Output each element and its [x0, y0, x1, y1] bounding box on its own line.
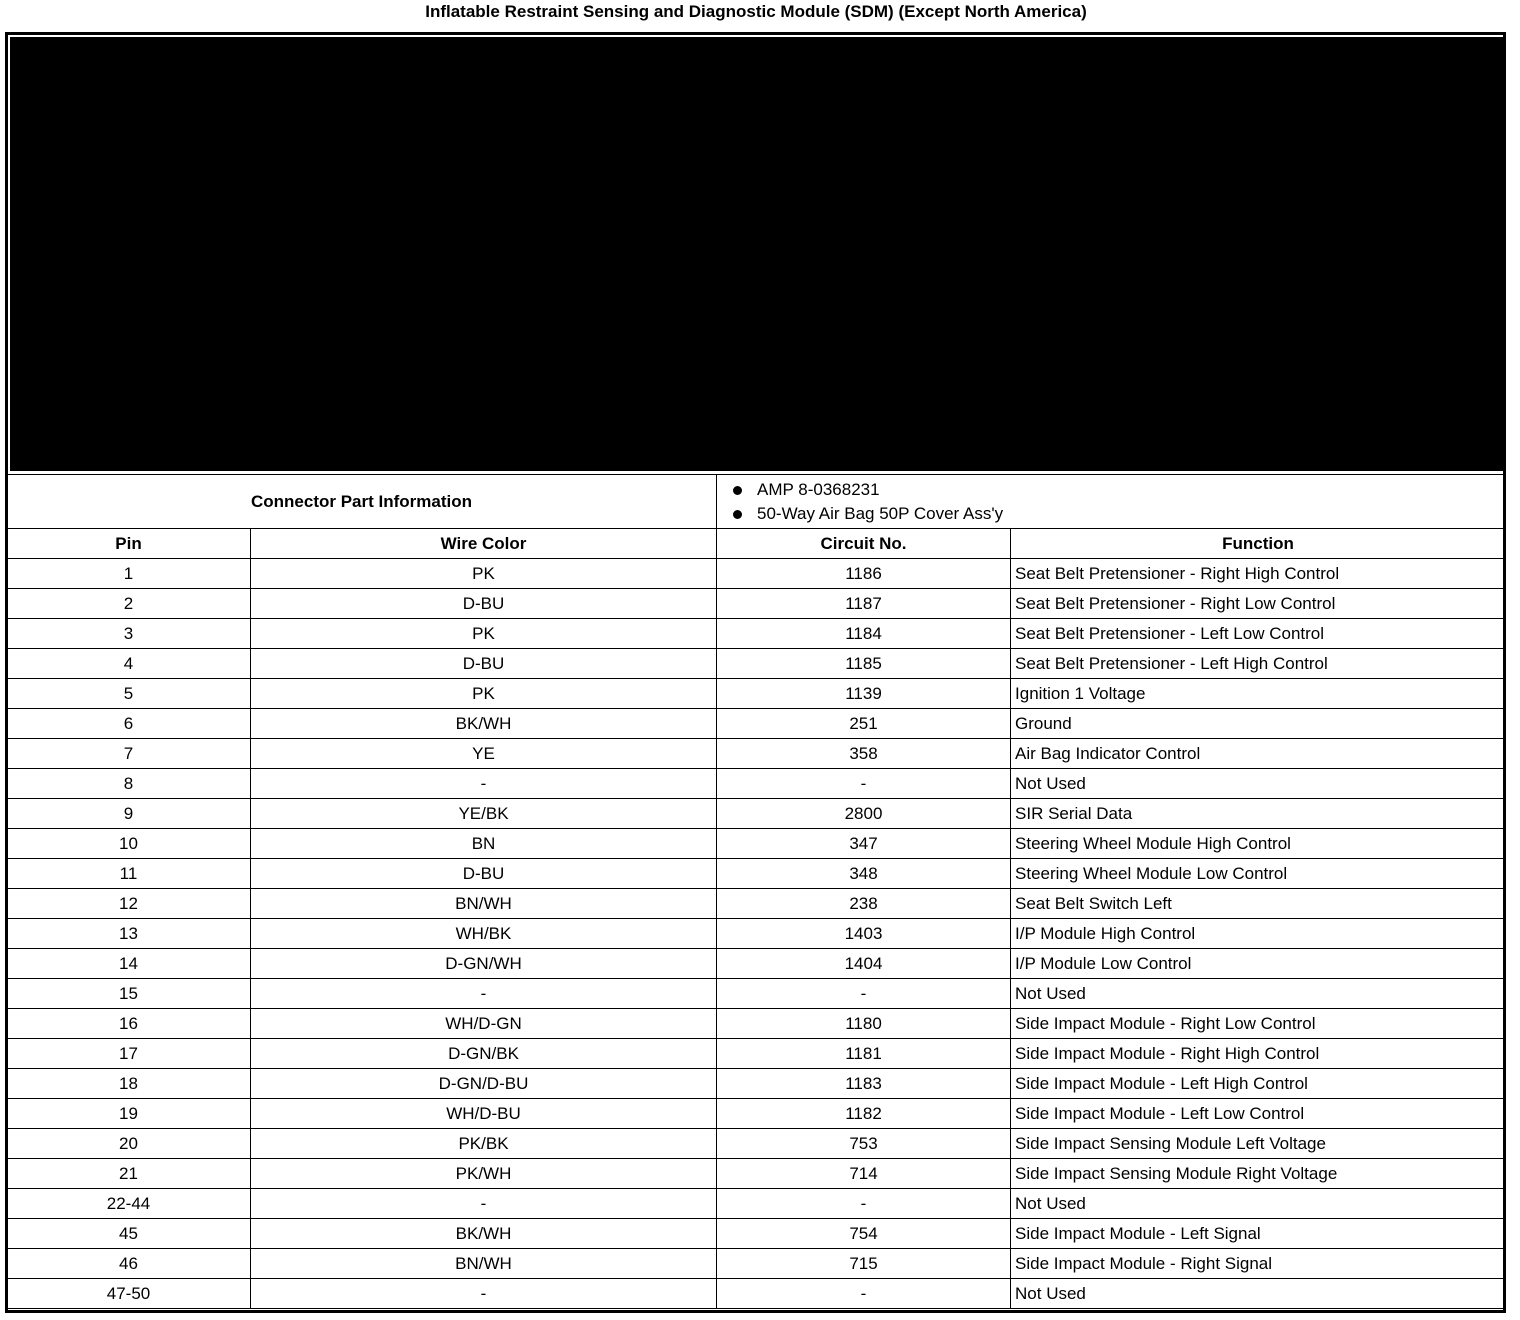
function-cell: Side Impact Module - Left Signal [1011, 1219, 1506, 1249]
function-cell: Seat Belt Pretensioner - Left High Control [1011, 649, 1506, 679]
table-row [7, 919, 1506, 949]
pin-cell: 22-44 [7, 1189, 251, 1219]
function-cell: Not Used [1011, 979, 1506, 1009]
wire-color-cell: BK/WH [251, 709, 717, 739]
pin-cell: 4 [7, 649, 251, 679]
circuit-cell: 1186 [717, 559, 1011, 589]
function-cell: I/P Module Low Control [1011, 949, 1506, 979]
pin-cell: 10 [7, 829, 251, 859]
wire-color-cell: - [251, 979, 717, 1009]
table-row [7, 1279, 1506, 1309]
circuit-cell: 1181 [717, 1039, 1011, 1069]
table-row [7, 1069, 1506, 1099]
table-row [7, 979, 1506, 1009]
circuit-cell: 1185 [717, 649, 1011, 679]
connector-part-info-label: Connector Part Information [7, 475, 717, 529]
circuit-cell: 238 [717, 889, 1011, 919]
wire-color-cell: BN/WH [251, 889, 717, 919]
function-cell: Side Impact Sensing Module Left Voltage [1011, 1129, 1506, 1159]
circuit-cell: 1187 [717, 589, 1011, 619]
wire-color-cell: BN [251, 829, 717, 859]
wire-color-cell: WH/D-BU [251, 1099, 717, 1129]
wire-color-cell: BK/WH [251, 1219, 717, 1249]
pin-cell: 45 [7, 1219, 251, 1249]
function-cell: SIR Serial Data [1011, 799, 1506, 829]
table-row [7, 559, 1506, 589]
connector-image [10, 37, 1503, 471]
table-row [7, 949, 1506, 979]
function-cell: Side Impact Module - Left Low Control [1011, 1099, 1506, 1129]
pin-cell: 13 [7, 919, 251, 949]
function-cell: Seat Belt Pretensioner - Left Low Control [1011, 619, 1506, 649]
function-cell: Side Impact Module - Left High Control [1011, 1069, 1506, 1099]
pin-cell: 47-50 [7, 1279, 251, 1309]
circuit-cell: - [717, 769, 1011, 799]
wire-color-cell: YE [251, 739, 717, 769]
circuit-cell: - [717, 1279, 1011, 1309]
function-cell: Side Impact Module - Right High Control [1011, 1039, 1506, 1069]
circuit-cell: 715 [717, 1249, 1011, 1279]
pin-cell: 12 [7, 889, 251, 919]
wire-color-cell: YE/BK [251, 799, 717, 829]
table-row [7, 709, 1506, 739]
circuit-cell: 1403 [717, 919, 1011, 949]
pin-cell: 21 [7, 1159, 251, 1189]
wire-color-cell: BN/WH [251, 1249, 717, 1279]
wire-color-cell: D-BU [251, 859, 717, 889]
header-pin: Pin [7, 529, 251, 559]
table-row [7, 739, 1506, 769]
table-row [7, 1009, 1506, 1039]
pin-cell: 2 [7, 589, 251, 619]
wire-color-cell: D-BU [251, 649, 717, 679]
circuit-cell: - [717, 979, 1011, 1009]
table-row [7, 619, 1506, 649]
wire-color-cell: PK [251, 619, 717, 649]
wire-color-cell: - [251, 1189, 717, 1219]
wire-color-cell: D-GN/D-BU [251, 1069, 717, 1099]
table-row [7, 1129, 1506, 1159]
table-row [7, 1039, 1506, 1069]
circuit-cell: 358 [717, 739, 1011, 769]
pin-cell: 17 [7, 1039, 251, 1069]
pin-cell: 9 [7, 799, 251, 829]
function-cell: Seat Belt Pretensioner - Right High Control [1011, 559, 1506, 589]
function-cell: Not Used [1011, 1279, 1506, 1309]
wire-color-cell: - [251, 769, 717, 799]
function-cell: Not Used [1011, 1189, 1506, 1219]
wire-color-cell: PK/BK [251, 1129, 717, 1159]
circuit-cell: 1404 [717, 949, 1011, 979]
function-cell: Seat Belt Pretensioner - Right Low Control [1011, 589, 1506, 619]
table-row [7, 1249, 1506, 1279]
function-cell: Ignition 1 Voltage [1011, 679, 1506, 709]
table-row [7, 829, 1506, 859]
pin-cell: 14 [7, 949, 251, 979]
pin-cell: 1 [7, 559, 251, 589]
wire-color-cell: PK/WH [251, 1159, 717, 1189]
circuit-cell: 714 [717, 1159, 1011, 1189]
function-cell: Not Used [1011, 769, 1506, 799]
wire-color-cell: PK [251, 559, 717, 589]
table-row [7, 649, 1506, 679]
circuit-cell: 754 [717, 1219, 1011, 1249]
function-cell: Steering Wheel Module Low Control [1011, 859, 1506, 889]
pin-cell: 19 [7, 1099, 251, 1129]
header-circuit: Circuit No. [717, 529, 1011, 559]
pin-cell: 20 [7, 1129, 251, 1159]
circuit-cell: 251 [717, 709, 1011, 739]
pin-cell: 6 [7, 709, 251, 739]
function-cell: I/P Module High Control [1011, 919, 1506, 949]
connector-part-item: AMP 8-0368231 [733, 478, 1505, 502]
wire-color-cell: - [251, 1279, 717, 1309]
table-row [7, 1219, 1506, 1249]
table-row [7, 589, 1506, 619]
circuit-cell: - [717, 1189, 1011, 1219]
wire-color-cell: PK [251, 679, 717, 709]
table-row [7, 1189, 1506, 1219]
pinout-table [6, 474, 1506, 1309]
table-row [7, 859, 1506, 889]
circuit-cell: 1182 [717, 1099, 1011, 1129]
pin-cell: 46 [7, 1249, 251, 1279]
table-row [7, 889, 1506, 919]
circuit-cell: 1183 [717, 1069, 1011, 1099]
connector-part-list [717, 478, 1505, 526]
circuit-cell: 1184 [717, 619, 1011, 649]
circuit-cell: 347 [717, 829, 1011, 859]
header-function: Function [1011, 529, 1506, 559]
wire-color-cell: D-GN/WH [251, 949, 717, 979]
header-wire-color: Wire Color [251, 529, 717, 559]
pin-cell: 5 [7, 679, 251, 709]
wire-color-cell: D-GN/BK [251, 1039, 717, 1069]
wire-color-cell: D-BU [251, 589, 717, 619]
pin-cell: 16 [7, 1009, 251, 1039]
circuit-cell: 348 [717, 859, 1011, 889]
function-cell: Air Bag Indicator Control [1011, 739, 1506, 769]
connector-part-info-row [7, 475, 1506, 529]
circuit-cell: 1180 [717, 1009, 1011, 1039]
table-row [7, 1099, 1506, 1129]
document-title: Inflatable Restraint Sensing and Diagnostic Module (SDM) (Except North America) [425, 2, 1087, 21]
function-cell: Seat Belt Switch Left [1011, 889, 1506, 919]
function-cell: Ground [1011, 709, 1506, 739]
wire-color-cell: WH/BK [251, 919, 717, 949]
connector-part-info-value [717, 475, 1506, 529]
pin-cell: 3 [7, 619, 251, 649]
table-row [7, 769, 1506, 799]
pin-cell: 8 [7, 769, 251, 799]
pin-cell: 18 [7, 1069, 251, 1099]
pin-cell: 7 [7, 739, 251, 769]
function-cell: Steering Wheel Module High Control [1011, 829, 1506, 859]
function-cell: Side Impact Module - Right Signal [1011, 1249, 1506, 1279]
circuit-cell: 1139 [717, 679, 1011, 709]
function-cell: Side Impact Module - Right Low Control [1011, 1009, 1506, 1039]
connector-part-item: 50-Way Air Bag 50P Cover Ass'y [733, 502, 1505, 526]
pin-cell: 15 [7, 979, 251, 1009]
table-row [7, 679, 1506, 709]
pin-cell: 11 [7, 859, 251, 889]
circuit-cell: 2800 [717, 799, 1011, 829]
table-row [7, 799, 1506, 829]
circuit-cell: 753 [717, 1129, 1011, 1159]
wire-color-cell: WH/D-GN [251, 1009, 717, 1039]
function-cell: Side Impact Sensing Module Right Voltage [1011, 1159, 1506, 1189]
table-row [7, 1159, 1506, 1189]
table-header-row [7, 529, 1506, 559]
